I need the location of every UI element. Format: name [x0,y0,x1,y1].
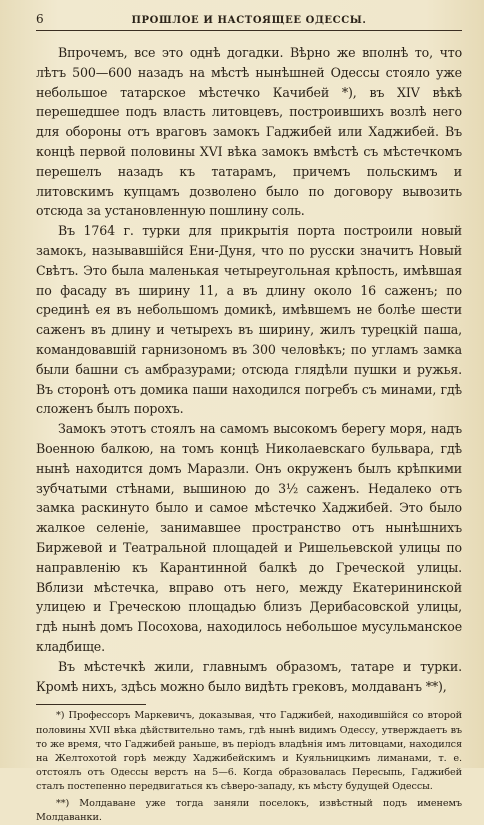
body-text [36,43,462,696]
footnotes [36,709,462,825]
header-rule [36,30,462,31]
paragraph: Замокъ этотъ стоялъ на самомъ высокомъ берегу моря, надъ Военною балкою, на томъ концѣ Николаевскаго бульвара, гдѣ нынѣ находится домъ Маразли. Онъ окруженъ былъ крѣпкими зубчатыми стѣнами, вышиною до 3½ саженъ. Недалеко отъ замка раскинуто было и самое мѣстечко Хаджибей. Это было жалкое селеніе, занимавшее пространство отъ нынѣшнихъ Биржевой и Театральной площадей и Ришельевской улицы по направленію къ Карантинной балкѣ до Греческой улицы. Вблизи мѣстечка, вправо отъ него, между Екатерининской улицею и Греческою площадью близъ Дерибасовской улицы, гдѣ нынѣ домъ Посохова, находилось небольшое мусульманское кладбище. [36,421,462,654]
footnote-rule [36,704,146,705]
page-number: 6 [36,12,44,26]
footnote: *) Профессоръ Маркевичъ, доказывая, что Гаджибей, находившійся со второй половины XVII вѣка дѣйствительно тамъ, гдѣ нынѣ видимъ Одессу, утверждаетъ въ то же время, что Гаджибей раньше, въ періодъ владѣнія имъ литовцами, находился на Желтохотой горѣ между Хаджибейскимъ и Куяльницкимъ лиманами, т. е. отстоялъ отъ Одессы верстъ на 5—6. Когда образовалась Пересыпь, Гаджибей сталъ постепенно передвигаться къ сѣверо-западу, къ мѣсту будущей Одессы. [36,710,462,793]
running-title: ПРОШЛОЕ И НАСТОЯЩЕЕ ОДЕССЫ. [131,15,367,26]
paragraph: Въ мѣстечкѣ жили, главнымъ образомъ, татаре и турки. Кромѣ нихъ, здѣсь можно было видѣть грековъ, молдаванъ **), [36,658,462,694]
paragraph: Въ 1764 г. турки для прикрытія порта построили новый замокъ, называвшійся Ени-Дуня, что по русски значитъ Новый Свѣтъ. Это была маленькая четыреугольная крѣпость, имѣвшая по фасаду въ ширину 11, а въ длину около 16 саженъ; по срединѣ ея въ небольшомъ домикѣ, имѣвшемъ не болѣе шести саженъ въ длину и четырехъ въ ширину, жилъ турецкій паша, командовавшій гарнизономъ въ 300 человѣкъ; по угламъ замка были башни съ амбразурами; отсюда глядѣли пушки и ружья. Въ сторонѣ отъ домика паши находился погребъ съ минами, гдѣ сложенъ былъ порохъ. [36,223,462,417]
page-header [36,12,462,28]
paragraph: Впрочемъ, все это однѣ догадки. Вѣрно же вполнѣ то, что лѣтъ 500—600 назадъ на мѣстѣ нынѣшней Одессы стояло уже небольшое татарское мѣстечко Качибей *), въ XIV вѣкѣ перешедшее подъ власть литовцевъ, построившихъ возлѣ него для обороны отъ враговъ замокъ Гаджибей или Хаджибей. Въ концѣ первой половины XVI вѣка замокъ вмѣстѣ съ мѣстечкомъ перешелъ назадъ къ татарамъ, причемъ польскимъ и литовскимъ купцамъ дозволено было по договору вывозить отсюда за установленную пошлину соль. [36,45,462,219]
footnote: **) Молдаване уже тогда заняли поселокъ, извѣстный подъ именемъ Молдаванки. [36,797,462,823]
